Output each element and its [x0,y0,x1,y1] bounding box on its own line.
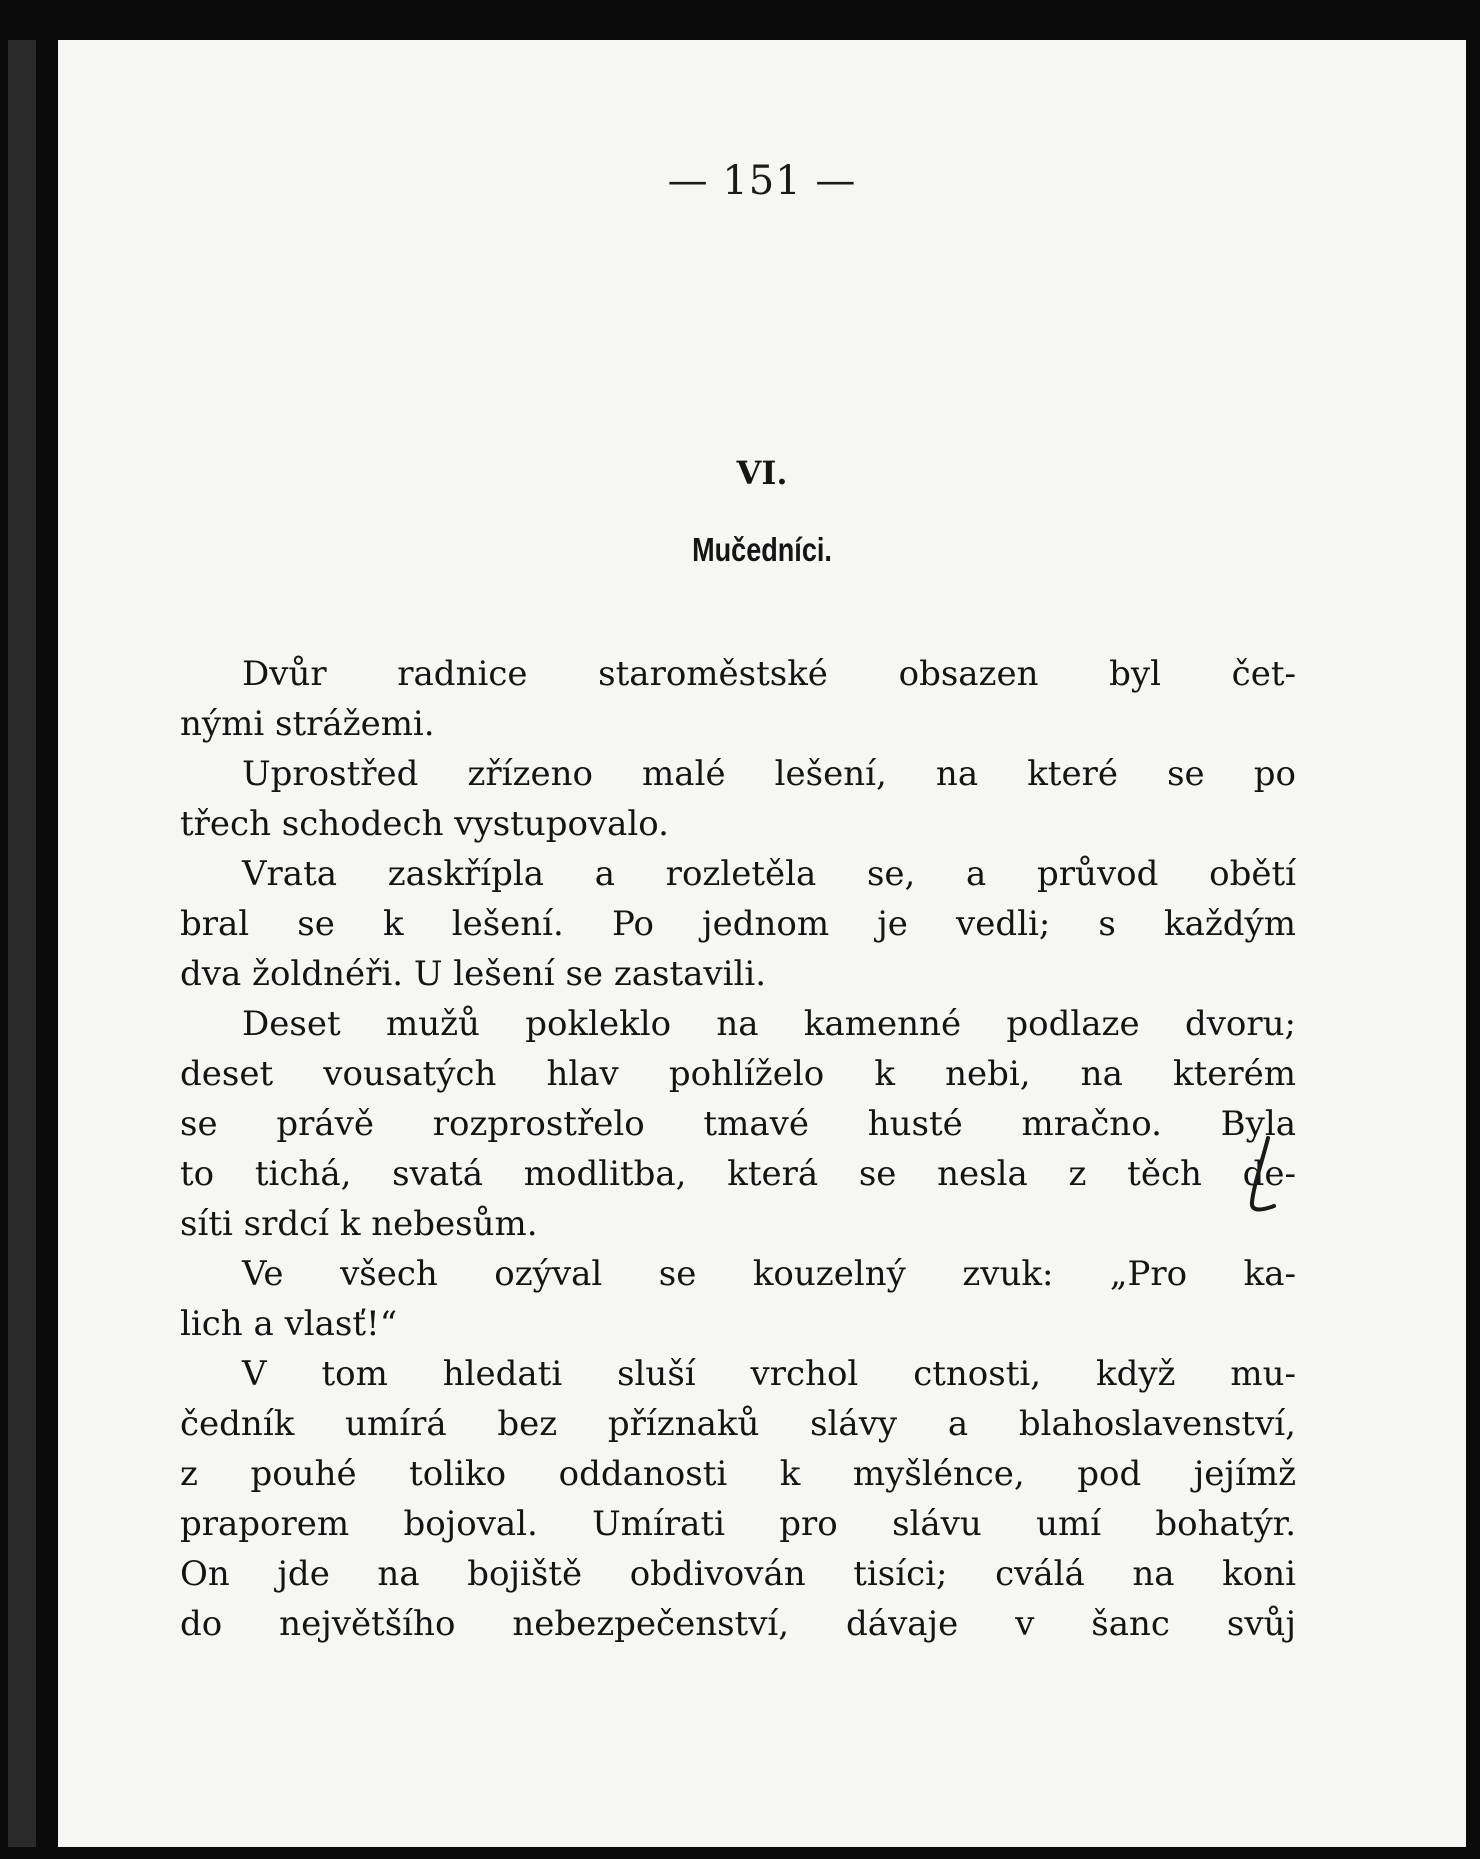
text-line: praporem bojoval. Umírati pro slávu umí bohatýr. [180,1504,1296,1544]
scan-border-top [0,0,1480,40]
handwritten-margin-mark [1238,1132,1288,1222]
book-page [58,40,1466,1847]
text-line: Deset mužů pokleklo na kamenné podlaze dvoru; [242,1004,1296,1044]
text-line: Vrata zaskřípla a rozletěla se, a průvod obětí [242,854,1296,894]
text-line: dva žoldnéři. U lešení se zastavili. [180,954,767,994]
text-line: třech schodech vystupovalo. [180,804,669,844]
text-line: čedník umírá bez příznaků slávy a blahoslavenství, [180,1404,1296,1444]
chapter-title: Mučedníci. [692,531,832,568]
text-line: do největšího nebezpečenství, dávaje v šanc svůj [180,1604,1296,1644]
text-line: z pouhé toliko oddanosti k myšlénce, pod jejímž [180,1454,1296,1494]
text-line: nými strážemi. [180,704,435,744]
text-line: to tichá, svatá modlitba, která se nesla z těch de- [180,1154,1296,1194]
book-edge-shadow [8,40,36,1859]
text-line: On jde na bojiště obdivován tisíci; cválá na koni [180,1554,1296,1594]
text-line: deset vousatých hlav pohlíželo k nebi, na kterém [180,1054,1296,1094]
text-line: se právě rozprostřelo tmavé husté mračno. Byla [180,1104,1296,1144]
text-line: Dvůr radnice staroměstské obsazen byl čet- [242,654,1296,694]
scan-border-bottom [0,1847,1480,1859]
text-line: Ve všech ozýval se kouzelný zvuk: „Pro ka- [242,1254,1296,1294]
chapter-numeral: VI. [736,454,788,492]
text-line: V tom hledati sluší vrchol ctnosti, když mu- [242,1354,1296,1394]
text-line: Uprostřed zřízeno malé lešení, na které se po [242,754,1296,794]
text-line: síti srdcí k nebesům. [180,1204,538,1244]
scan-border-left [0,0,58,1859]
text-line: bral se k lešení. Po jednom je vedli; s každým [180,904,1296,944]
page-number: — 151 — [667,158,857,204]
text-line: lich a vlasť!“ [180,1304,398,1344]
scan-border-right [1466,0,1480,1859]
